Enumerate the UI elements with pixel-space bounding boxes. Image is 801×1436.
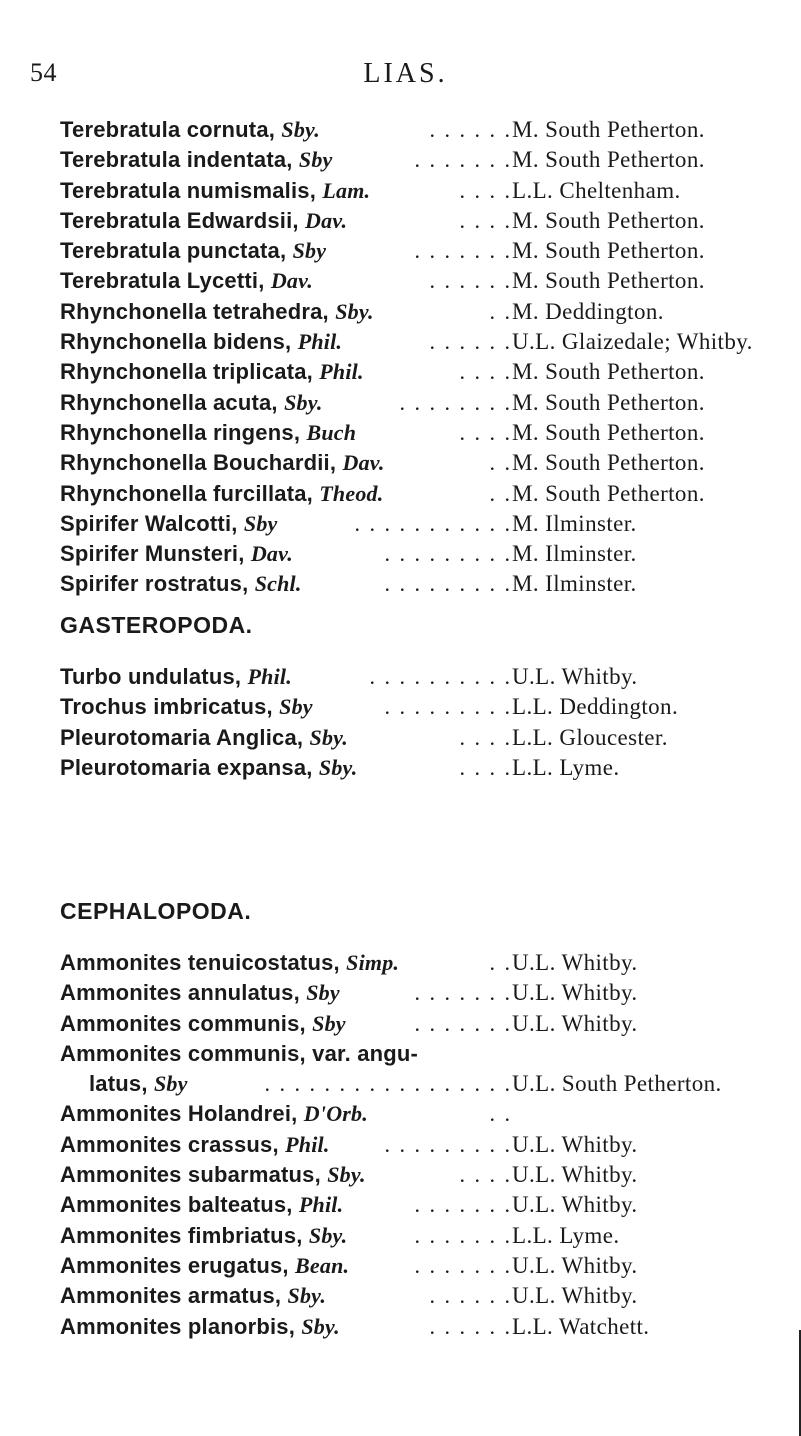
species-author: Sby	[298, 147, 333, 173]
list-item	[60, 1130, 800, 1160]
locality: U.L. Whitby.	[512, 980, 638, 1006]
species-name	[60, 569, 302, 599]
list-item	[60, 266, 800, 296]
species-name-text: Terebratula indentata,	[60, 147, 299, 173]
species-name	[60, 327, 342, 357]
species-name-text: Ammonites fimbriatus,	[60, 1222, 309, 1248]
list-item	[60, 662, 800, 692]
list-item	[60, 1099, 800, 1129]
species-author: D'Orb.	[303, 1101, 368, 1127]
species-author: Sby	[306, 980, 340, 1006]
cephalopoda-list	[60, 948, 800, 1342]
species-name-text: Ammonites planorbis,	[60, 1313, 302, 1339]
species-name	[60, 115, 320, 145]
species-name	[60, 1281, 326, 1311]
locality: M. South Petherton.	[512, 238, 705, 264]
species-name	[60, 1009, 346, 1039]
locality: M. South Petherton.	[512, 450, 705, 476]
species-name-text: Terebratula cornuta,	[60, 117, 282, 142]
species-name	[60, 662, 292, 692]
species-name-text: Rhynchonella bidens,	[60, 329, 298, 355]
leader-dots: . . . . . .	[429, 1313, 512, 1339]
list-item	[60, 692, 800, 722]
list-item	[60, 448, 800, 478]
locality: U.L. Whitby.	[512, 1162, 638, 1188]
species-name	[60, 509, 278, 539]
species-name	[60, 692, 313, 722]
species-author: Sby	[243, 510, 278, 536]
locality: M. South Petherton.	[512, 207, 705, 233]
species-name-text: Trochus imbricatus,	[60, 694, 280, 720]
gasteropoda-heading: GASTEROPODA.	[60, 612, 253, 638]
species-name-text: Spirifer rostratus,	[60, 571, 255, 597]
species-name-text: Ammonites communis, var. angu-	[60, 1040, 419, 1066]
species-author: Sby.	[287, 1283, 327, 1309]
gasteropoda-list	[60, 662, 800, 783]
list-item	[60, 1160, 800, 1190]
species-name	[60, 357, 364, 387]
list-item	[60, 236, 800, 266]
leader-dots: . . . . . . .	[414, 1222, 512, 1248]
species-author: Phil.	[247, 664, 292, 689]
species-name	[60, 145, 333, 175]
species-name	[60, 1099, 368, 1129]
locality: M. South Petherton.	[512, 389, 705, 415]
species-name-text: Rhynchonella triplicata,	[60, 359, 320, 385]
locality: M. Ilminster.	[512, 541, 637, 567]
leader-dots: . . . .	[459, 1162, 512, 1188]
locality: U.L. Whitby.	[512, 1192, 638, 1218]
species-author: Sby.	[301, 1313, 340, 1339]
leader-dots: . . . . . . .	[414, 1010, 512, 1036]
leader-dots: . . . . . . . . .	[384, 541, 512, 567]
locality: U.L. Whitby.	[512, 1131, 638, 1157]
species-name-text: Rhynchonella tetrahedra,	[60, 298, 336, 324]
species-author: Dav.	[342, 450, 385, 476]
list-item	[60, 176, 800, 206]
leader-dots: . .	[489, 480, 512, 506]
list-item	[60, 1281, 800, 1311]
species-name	[60, 266, 313, 296]
leader-dots: . . . . . . . . .	[384, 694, 512, 720]
locality: M. South Petherton.	[512, 419, 705, 445]
leader-dots: . . . .	[459, 177, 512, 203]
list-item	[60, 327, 800, 357]
list-item	[60, 1251, 800, 1281]
locality: U.L. South Petherton.	[512, 1071, 722, 1097]
species-name-text: Pleurotomaria Anglica,	[60, 724, 310, 750]
species-name	[89, 1069, 188, 1099]
leader-dots: . . . . . . . . .	[384, 1131, 512, 1157]
species-name	[60, 539, 293, 569]
locality: M. Deddington.	[512, 298, 664, 324]
locality: L.L. Cheltenham.	[512, 177, 681, 203]
species-name	[60, 176, 370, 206]
species-name	[60, 1039, 418, 1069]
species-author: Dav.	[250, 541, 293, 567]
leader-dots: . . . . . . .	[414, 980, 512, 1006]
page-number: 54	[30, 58, 57, 87]
brachiopoda-list	[60, 115, 800, 600]
leader-dots: . . . .	[459, 754, 512, 780]
species-name	[60, 723, 348, 753]
leader-dots: . . . . . .	[429, 117, 512, 142]
list-item	[60, 723, 800, 753]
species-author: Sby.	[308, 1222, 348, 1248]
locality: M. South Petherton.	[512, 117, 705, 142]
list-item	[60, 1039, 800, 1069]
species-name	[60, 1190, 343, 1220]
species-name-text: Ammonites tenuicostatus,	[60, 950, 347, 975]
species-name-text: Rhynchonella furcillata,	[60, 480, 320, 506]
leader-dots: . . . . . . . . .	[384, 571, 512, 597]
list-item	[60, 357, 800, 387]
leader-dots: . .	[489, 298, 512, 324]
list-item	[60, 1221, 800, 1251]
list-item	[60, 569, 800, 599]
locality: M. South Petherton.	[512, 147, 705, 173]
species-name	[60, 753, 357, 783]
species-name-text: Pleurotomaria expansa,	[60, 754, 319, 780]
leader-dots: . . . . . . . .	[399, 389, 512, 415]
locality: U.L. Whitby.	[512, 1252, 638, 1278]
page-header	[0, 58, 801, 98]
species-author: Phil.	[285, 1131, 330, 1157]
locality: L.L. Watchett.	[512, 1313, 650, 1339]
species-author: Dav.	[305, 207, 348, 233]
species-author: Sby	[292, 238, 327, 264]
species-name-text: Spirifer Walcotti,	[60, 510, 244, 536]
species-name-text: Spirifer Munsteri,	[60, 541, 251, 567]
species-author: Phil.	[298, 1192, 344, 1218]
species-author: Sby.	[335, 298, 374, 324]
species-name-text: Ammonites balteatus,	[60, 1192, 299, 1218]
species-name	[60, 978, 340, 1008]
species-name	[60, 1221, 347, 1251]
species-name	[60, 236, 326, 266]
species-name-text: Terebratula numismalis,	[60, 177, 323, 203]
leader-dots: . .	[489, 450, 512, 476]
locality: L.L. Lyme.	[512, 1222, 620, 1248]
locality: U.L. Whitby.	[512, 1283, 638, 1309]
locality: U.L. Whitby.	[512, 950, 638, 975]
leader-dots: . . . . . .	[429, 329, 512, 355]
species-author: Phil.	[319, 359, 364, 385]
list-item	[60, 948, 800, 978]
leader-dots: . . . .	[459, 359, 512, 385]
species-name-text: Ammonites crassus,	[60, 1131, 286, 1157]
list-item	[60, 509, 800, 539]
species-name-text: Rhynchonella acuta,	[60, 389, 285, 415]
locality: M. South Petherton.	[512, 268, 705, 294]
species-name	[60, 1251, 349, 1281]
species-author: Sby	[312, 1010, 346, 1036]
species-name-text: Rhynchonella Bouchardii,	[60, 450, 343, 476]
species-name-text: Terebratula punctata,	[60, 238, 293, 264]
species-author: Schl.	[254, 571, 302, 597]
species-name-text: Terebratula Lycetti,	[60, 268, 271, 294]
species-author: Sby.	[318, 754, 358, 780]
list-item	[60, 297, 800, 327]
leader-dots: . . . . . . .	[414, 238, 512, 264]
list-item	[60, 1190, 800, 1220]
leader-dots: . . . . . . . . . .	[369, 664, 512, 689]
species-name-text: latus,	[89, 1071, 154, 1097]
species-name	[60, 1312, 340, 1342]
locality: M. Ilminster.	[512, 571, 637, 597]
species-name-text: Ammonites armatus,	[60, 1283, 288, 1309]
species-name	[60, 479, 383, 509]
list-item	[60, 1312, 800, 1342]
running-head: LIAS.	[363, 58, 448, 89]
locality: L.L. Deddington.	[512, 694, 679, 720]
species-name-text: Rhynchonella ringens,	[60, 419, 307, 445]
locality: M. South Petherton.	[512, 480, 705, 506]
species-name-text: Ammonites subarmatus,	[60, 1162, 328, 1188]
locality: U.L. Glaizedale; Whitby.	[512, 329, 753, 355]
leader-dots: . .	[489, 1101, 512, 1127]
species-author: Sby	[153, 1071, 188, 1097]
leader-dots: . . . . . . .	[414, 1252, 512, 1278]
locality: M. South Petherton.	[512, 359, 705, 385]
list-item	[60, 115, 800, 145]
leader-dots: . . . . . . . . . . .	[354, 510, 512, 536]
species-name	[60, 297, 374, 327]
species-name	[60, 206, 347, 236]
leader-dots: . . . . . . . . . . . . . . . . .	[264, 1071, 512, 1097]
species-author: Sby.	[284, 389, 323, 415]
species-author: Dav.	[270, 268, 313, 294]
list-item	[60, 1069, 800, 1099]
species-name	[60, 1160, 366, 1190]
species-author: Phil.	[297, 329, 343, 355]
species-name	[60, 388, 323, 418]
species-name-text: Terebratula Edwardsii,	[60, 207, 306, 233]
locality: U.L. Whitby.	[512, 664, 638, 689]
species-author: Sby.	[327, 1162, 366, 1188]
list-item	[60, 418, 800, 448]
locality: U.L. Whitby.	[512, 1010, 638, 1036]
leader-dots: . . . .	[459, 724, 512, 750]
species-name-text: Ammonites Holandrei,	[60, 1101, 304, 1127]
list-item	[60, 206, 800, 236]
species-name-text: Turbo undulatus,	[60, 664, 248, 689]
species-name-text: Ammonites communis,	[60, 1010, 313, 1036]
species-author: Sby.	[281, 117, 320, 142]
list-item	[60, 539, 800, 569]
list-item	[60, 388, 800, 418]
species-author: Bean.	[295, 1252, 350, 1278]
list-item	[60, 479, 800, 509]
locality: L.L. Lyme.	[512, 754, 620, 780]
leader-dots: . . . . . . .	[414, 147, 512, 173]
species-author: Sby	[279, 694, 313, 720]
species-name-text: Ammonites erugatus,	[60, 1252, 296, 1278]
locality: L.L. Gloucester.	[512, 724, 668, 750]
leader-dots: . . . . . .	[429, 1283, 512, 1309]
species-name-text: Ammonites annulatus,	[60, 980, 307, 1006]
leader-dots: . . . .	[459, 207, 512, 233]
species-author: Simp.	[346, 950, 400, 975]
species-author: Buch	[306, 419, 357, 445]
leader-dots: . . . . . .	[429, 268, 512, 294]
species-name	[60, 418, 356, 448]
species-author: Sby.	[309, 724, 348, 750]
list-item	[60, 145, 800, 175]
leader-dots: . . . . . . .	[414, 1192, 512, 1218]
list-item	[60, 978, 800, 1008]
leader-dots: . . . .	[459, 419, 512, 445]
list-item	[60, 753, 800, 783]
list-item	[60, 1009, 800, 1039]
species-author: Theod.	[319, 480, 384, 506]
species-author: Lam.	[322, 177, 371, 203]
leader-dots: . .	[489, 950, 512, 975]
cephalopoda-heading: CEPHALOPODA.	[60, 898, 252, 924]
species-name	[60, 1130, 330, 1160]
locality: M. Ilminster.	[512, 510, 637, 536]
species-name	[60, 448, 385, 478]
species-name	[60, 948, 399, 978]
